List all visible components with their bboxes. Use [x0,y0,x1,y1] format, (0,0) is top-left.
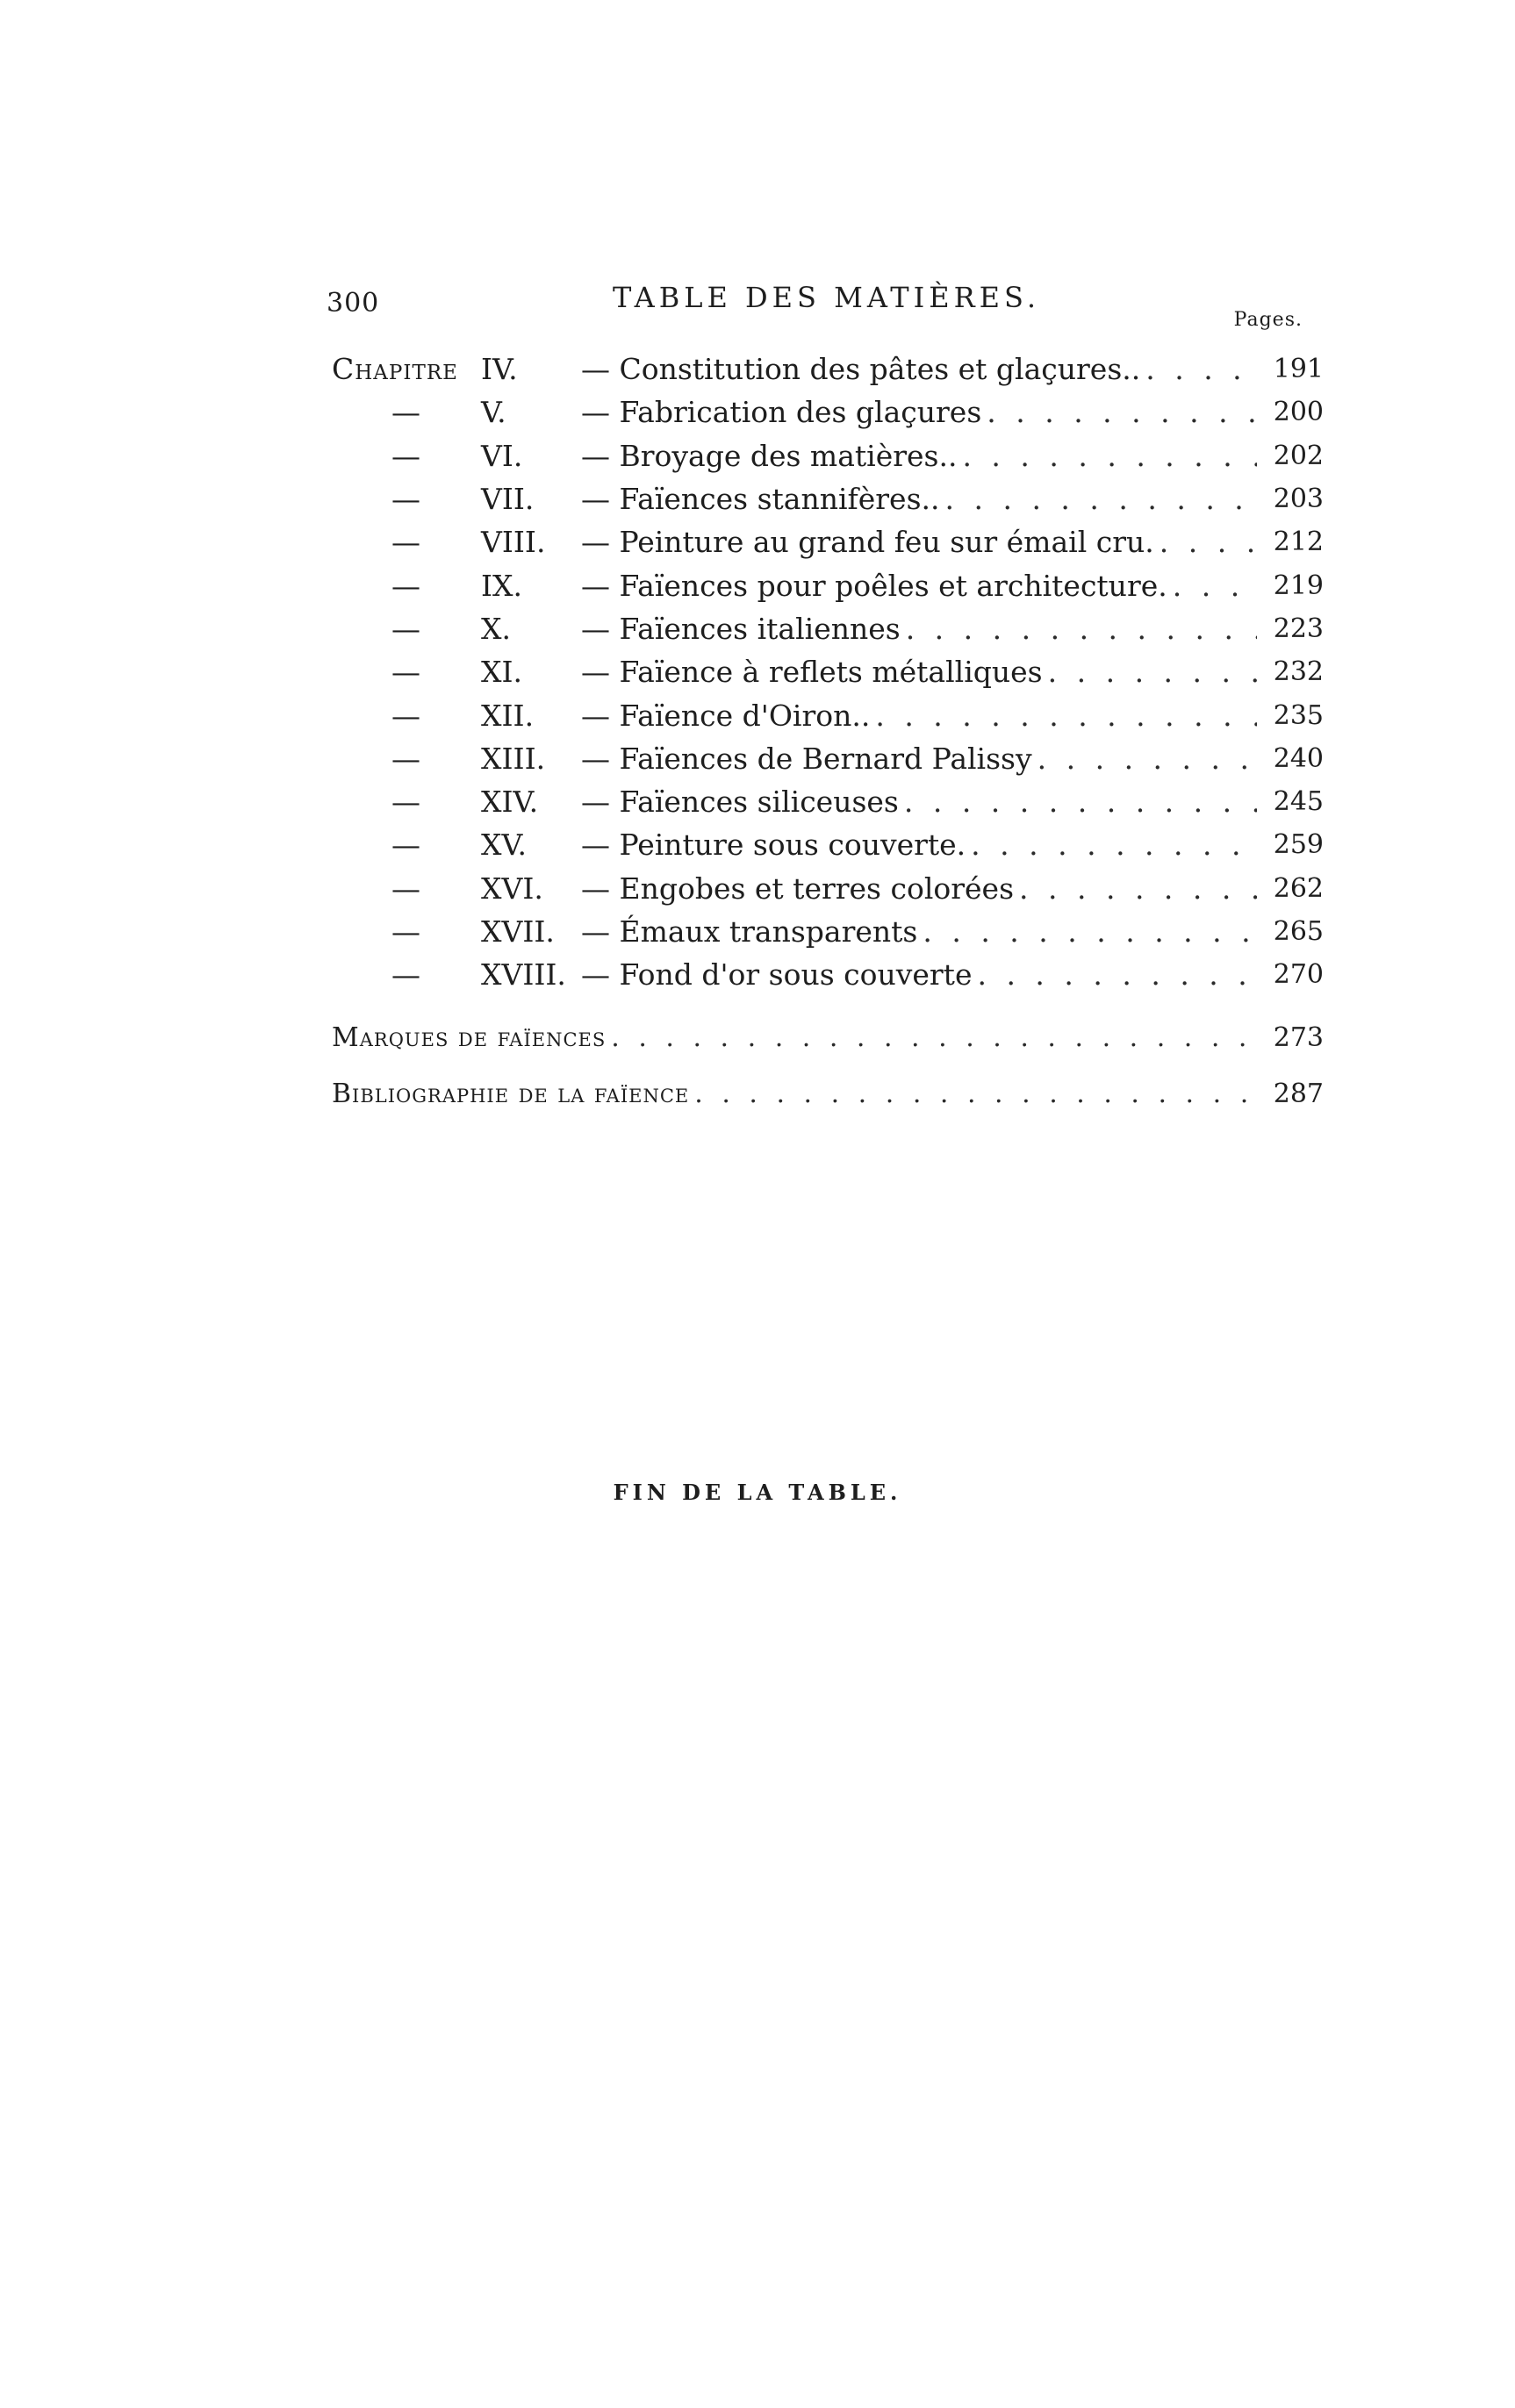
appendix-list [332,1009,1324,1122]
ditto-dash: — [391,741,420,776]
chapter-numeral: VIII. [481,525,546,560]
chapter-title: — Fond d'or sous couverte [581,957,973,993]
appendix-title-wrap [332,1022,1269,1053]
end-of-table-mark: FIN DE LA TABLE. [613,1480,902,1505]
page-ref: 273 [1273,1021,1324,1053]
chapter-title-wrap [578,914,1269,949]
chapter-numeral: XI. [481,655,523,690]
dot-leader [1048,655,1257,689]
ditto-dash: — [391,655,420,690]
dot-leader [971,828,1257,862]
chapter-numeral: IV. [481,352,518,387]
page-ref: 203 [1273,484,1324,515]
chapter-numeral: XVI. [481,871,543,906]
toc-entry [332,780,1324,823]
dot-leader [875,699,1257,733]
chapter-title: — Faïences siliceuses [581,785,899,820]
page-ref: 212 [1273,527,1324,558]
dot-leader [987,395,1257,429]
page-ref: 219 [1273,570,1324,601]
chapter-title-wrap [578,871,1269,906]
chapter-numeral: XIII. [481,741,546,776]
chapter-title-wrap [578,525,1269,559]
chapter-title: — Faïence d'Oiron.. [581,698,871,733]
chapter-numeral: V. [481,395,506,430]
dot-leader [1019,871,1257,906]
page-ref: 240 [1273,742,1324,774]
appendix-title: Marques de faïences [332,1021,607,1053]
chapter-title: — Peinture au grand feu sur émail cru. [581,525,1154,560]
toc-entry [332,434,1324,477]
page-ref: 265 [1273,916,1324,947]
chapter-numeral: XVII. [481,914,555,949]
ditto-dash: — [391,957,420,993]
toc-entry [332,348,1324,391]
dot-leader [977,957,1257,992]
chapter-title: — Émaux transparents [581,914,918,949]
dot-leader [945,482,1258,516]
toc-entry [332,953,1324,996]
chapter-title: — Broyage des matières.. [581,438,958,473]
chapter-numeral: XIV. [481,785,539,820]
page-ref: 262 [1273,872,1324,904]
page-ref: 287 [1273,1078,1324,1109]
appendix-title: Bibliographie de la faïence [332,1078,690,1109]
toc-entry [332,563,1324,606]
table-of-contents [332,348,1324,996]
chapter-title: — Faïence à reflets métalliques [581,655,1043,690]
toc-entry [332,520,1324,563]
chapter-title-wrap [578,785,1269,819]
chapter-title-wrap [578,742,1269,776]
ditto-dash: — [391,828,420,863]
chapter-title-wrap [578,395,1269,429]
chapter-title-wrap [578,655,1269,689]
chapter-numeral: VI. [481,438,523,473]
chapter-title-wrap [578,569,1269,603]
chapter-title: — Peinture sous couverte. [581,828,966,863]
page-ref: 235 [1273,699,1324,731]
toc-entry [332,477,1324,520]
chapter-numeral: IX. [481,568,523,603]
chapter-title-wrap [578,482,1269,516]
chapter-title-wrap [578,957,1269,992]
ditto-dash: — [391,525,420,560]
page-ref: 245 [1273,786,1324,818]
dot-leader [694,1079,1257,1109]
page-ref: 200 [1273,397,1324,428]
page-ref: 223 [1273,613,1324,644]
chapter-title: — Engobes et terres colorées [581,871,1015,906]
chapter-word: Chapitre [332,352,458,387]
ditto-dash: — [391,871,420,906]
toc-entry [332,650,1324,693]
page-ref: 259 [1273,829,1324,861]
toc-entry [332,867,1324,910]
chapter-numeral: VII. [481,482,535,517]
ditto-dash: — [391,785,420,820]
dot-leader [906,612,1257,646]
chapter-title: — Faïences de Bernard Palissy [581,741,1032,776]
page-number: 300 [327,288,380,319]
page-ref: 202 [1273,440,1324,471]
appendix-entry-bibliographie [332,1065,1324,1122]
dot-leader [1173,569,1257,603]
chapter-numeral: XVIII. [481,957,566,993]
dot-leader [1038,742,1257,776]
chapter-title: — Constitution des pâtes et glaçures.. [581,352,1141,387]
toc-entry [332,607,1324,650]
chapter-title: — Fabrication des glaçures [581,395,982,430]
appendix-title-wrap [332,1079,1269,1109]
chapter-title: — Faïences stannifères.. [581,482,940,517]
dot-leader [962,439,1257,473]
page-ref: 232 [1273,656,1324,688]
page-ref: 270 [1273,959,1324,991]
toc-entry [332,737,1324,780]
ditto-dash: — [391,438,420,473]
dot-leader [904,785,1257,819]
chapter-numeral: XV. [481,828,528,863]
toc-entry [332,693,1324,736]
dot-leader [1160,525,1257,559]
ditto-dash: — [391,611,420,646]
toc-entry [332,823,1324,866]
chapter-title-wrap [578,439,1269,473]
ditto-dash: — [391,482,420,517]
page-ref: 191 [1273,354,1324,385]
chapter-title-wrap [578,352,1269,386]
dot-leader [923,914,1257,949]
chapter-title-wrap [578,699,1269,733]
chapter-title-wrap [578,828,1269,862]
chapter-title: — Faïences pour poêles et architecture. [581,568,1167,603]
pages-column-label: Pages. [1233,309,1303,331]
toc-entry [332,391,1324,434]
ditto-dash: — [391,395,420,430]
running-head: TABLE DES MATIÈRES. [613,281,1040,314]
chapter-title: — Faïences italiennes [581,611,901,646]
ditto-dash: — [391,914,420,949]
chapter-numeral: XII. [481,698,535,733]
toc-entry [332,910,1324,953]
dot-leader [1145,352,1257,386]
appendix-entry-marques [332,1009,1324,1065]
dot-leader [611,1022,1257,1053]
chapter-title-wrap [578,612,1269,646]
ditto-dash: — [391,698,420,733]
chapter-numeral: X. [481,611,511,646]
ditto-dash: — [391,568,420,603]
